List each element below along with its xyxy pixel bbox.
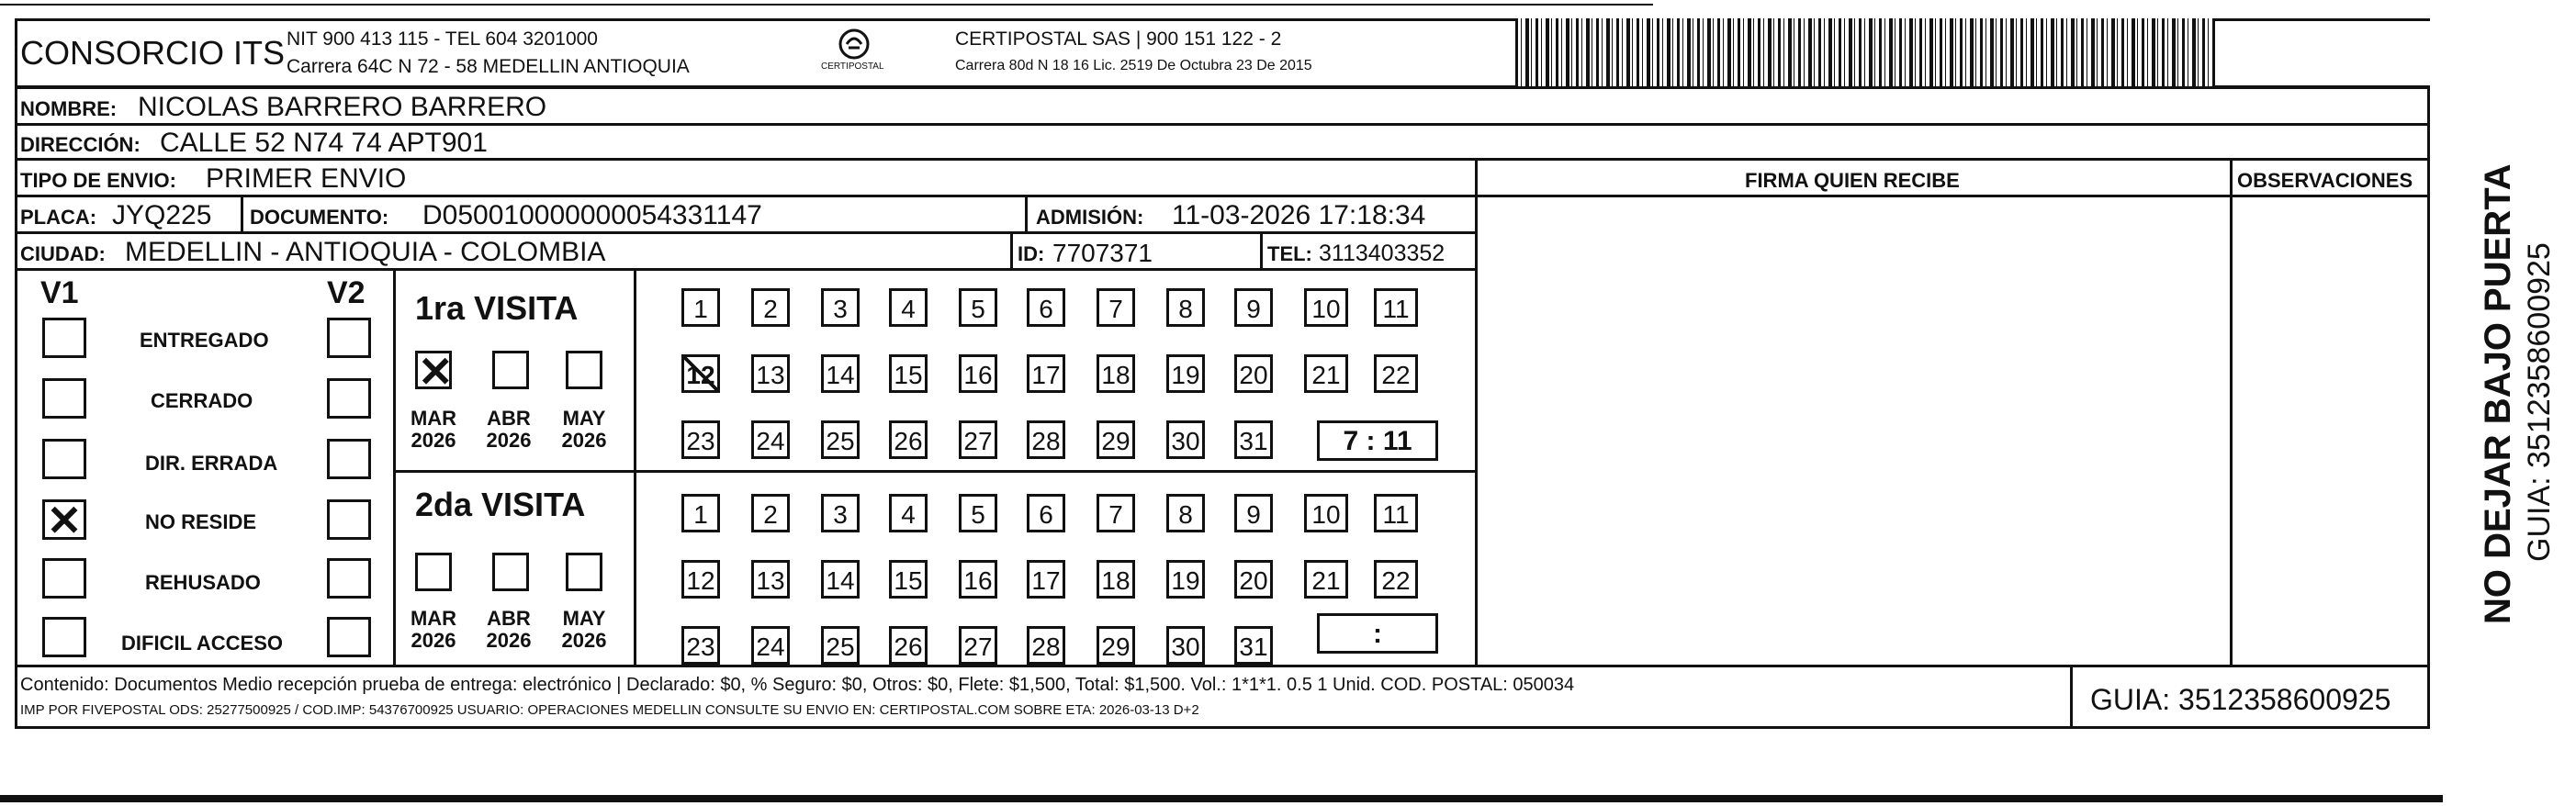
- visit1-month-abr-checkbox[interactable]: [492, 351, 529, 389]
- certipostal-logo: [817, 26, 891, 75]
- company-line-1: NIT 900 413 115 - TEL 604 3201000: [287, 28, 598, 50]
- visit2-day-box[interactable]: 16: [959, 560, 997, 599]
- v2-cerrado-checkbox[interactable]: [327, 378, 371, 419]
- option-dir-errada: DIR. ERRADA: [145, 452, 278, 475]
- tipo-label: TIPO DE ENVIO:: [20, 169, 176, 192]
- ciudad-label: CIUDAD:: [20, 242, 106, 265]
- option-no-reside: NO RESIDE: [145, 510, 257, 533]
- direccion-value: CALLE 52 N74 74 APT901: [160, 128, 488, 158]
- visit2-day-box[interactable]: 18: [1097, 560, 1135, 599]
- visit2-day-box[interactable]: 11: [1374, 494, 1418, 532]
- footer-line-1: Contenido: Documentos Medio recepción prueba de entrega: electrónico | Declarado: $0, % Seguro: $0, Otros: $0, Flete: $1,500, Total: $1,500. Vol.: 1*1*1. 0.5 1 Unid. COD. POSTAL: 050034: [20, 675, 1575, 695]
- row-line: [15, 158, 2430, 161]
- cell-divider: [241, 195, 243, 231]
- visit1-day-box[interactable]: 13: [751, 354, 790, 393]
- cell-divider: [1025, 195, 1028, 231]
- barcode: [1515, 18, 2215, 86]
- v2-dir-errada-checkbox[interactable]: [327, 439, 371, 479]
- side-warning: NO DEJAR BAJO PUERTA: [2478, 163, 2518, 624]
- visit2-month-mar: MAR 2026: [410, 607, 457, 653]
- v1-cerrado-checkbox[interactable]: [42, 378, 86, 419]
- company-line-2: Carrera 64C N 72 - 58 MEDELLIN ANTIOQUIA: [287, 56, 690, 77]
- visit1-day-box[interactable]: 9: [1234, 288, 1273, 327]
- visit1-day-box[interactable]: 16: [959, 354, 997, 393]
- visit2-title: 2da VISITA: [415, 486, 586, 523]
- visit2-day-box[interactable]: 24: [751, 626, 790, 665]
- visit1-day-box[interactable]: 2: [751, 288, 790, 327]
- visit2-day-box[interactable]: 20: [1234, 560, 1273, 599]
- visit1-month-abr: ABR 2026: [486, 407, 532, 453]
- visit1-day-box[interactable]: 28: [1027, 420, 1065, 459]
- v1-label: V1: [40, 275, 79, 310]
- option-cerrado: CERRADO: [151, 389, 253, 412]
- v1-rehusado-checkbox[interactable]: [42, 558, 86, 599]
- visit2-day-box[interactable]: 2: [751, 494, 790, 532]
- id-value: 7707371: [1052, 239, 1153, 267]
- option-dificil-acceso: DIFICIL ACCESO: [121, 632, 284, 655]
- visit1-title: 1ra VISITA: [415, 289, 579, 327]
- visit1-day-box[interactable]: 27: [959, 420, 997, 459]
- tel-label: TEL:: [1267, 242, 1312, 265]
- visit1-month-may-checkbox[interactable]: [566, 351, 602, 389]
- visit2-month-may-checkbox[interactable]: [566, 553, 602, 591]
- visit2-day-box[interactable]: 4: [889, 494, 928, 532]
- visit1-day-box[interactable]: 8: [1166, 288, 1205, 327]
- row-line: [15, 231, 1475, 234]
- visit2-day-box[interactable]: 28: [1027, 626, 1065, 665]
- visit2-day-box[interactable]: 22: [1374, 560, 1418, 599]
- visit2-day-box[interactable]: 23: [681, 626, 720, 665]
- visit2-month-abr: ABR 2026: [486, 607, 532, 653]
- row-line: [15, 195, 1475, 197]
- visit2-day-box[interactable]: 15: [889, 560, 928, 599]
- visit1-day-box[interactable]: 25: [821, 420, 860, 459]
- v1-entregado-checkbox[interactable]: [42, 318, 86, 358]
- visit1-day-box[interactable]: 10: [1304, 288, 1348, 327]
- visit1-month-may: MAY 2026: [561, 407, 607, 453]
- visit2-day-box[interactable]: 21: [1304, 560, 1348, 599]
- visit1-day-box[interactable]: 29: [1097, 420, 1135, 459]
- visit2-day-box[interactable]: 7: [1097, 494, 1135, 532]
- visit2-day-box[interactable]: 27: [959, 626, 997, 665]
- column-divider: [1475, 158, 1478, 665]
- cell-divider: [1260, 231, 1263, 268]
- visit1-day-box[interactable]: 24: [751, 420, 790, 459]
- visit2-day-box[interactable]: 3: [821, 494, 860, 532]
- column-divider: [2230, 158, 2233, 665]
- v2-entregado-checkbox[interactable]: [327, 318, 371, 358]
- carrier-line-2: Carrera 80d N 18 16 Lic. 2519 De Octubra 23 De 2015: [955, 58, 1312, 73]
- visit1-day-box[interactable]: 17: [1027, 354, 1065, 393]
- id-label: ID:: [1018, 242, 1045, 265]
- cell-divider: [1010, 231, 1013, 268]
- visit1-day-box[interactable]: 21: [1304, 354, 1348, 393]
- visit1-day-box[interactable]: 15: [889, 354, 928, 393]
- observaciones-header: OBSERVACIONES: [2237, 169, 2413, 192]
- v2-dificil-acceso-checkbox[interactable]: [327, 617, 371, 657]
- v2-rehusado-checkbox[interactable]: [327, 558, 371, 599]
- visit2-time-box[interactable]: :: [1317, 613, 1438, 654]
- top-rule: [0, 4, 1653, 6]
- visit2-day-box[interactable]: 25: [821, 626, 860, 665]
- logo-text: CERTIPOSTAL: [821, 62, 884, 72]
- tipo-value: PRIMER ENVIO: [206, 163, 407, 194]
- side-guia: GUIA: 3512358600925: [2522, 242, 2557, 562]
- v2-label: V2: [327, 275, 366, 310]
- visit1-day-box[interactable]: 30: [1166, 420, 1205, 459]
- visit2-month-may: MAY 2026: [561, 607, 607, 653]
- documento-label: DOCUMENTO:: [250, 206, 389, 229]
- visit2-day-box[interactable]: 5: [959, 494, 997, 532]
- documento-value: D050010000000054331147: [422, 200, 762, 230]
- visit1-day-box[interactable]: 22: [1374, 354, 1418, 393]
- nombre-value: NICOLAS BARRERO BARRERO: [138, 92, 547, 122]
- row-line: [15, 123, 2430, 126]
- visit1-day-box[interactable]: 4: [889, 288, 928, 327]
- visit-separator: [393, 470, 1475, 473]
- carrier-line-1: CERTIPOSTAL SAS | 900 151 122 - 2: [955, 28, 1282, 50]
- visit2-day-box[interactable]: 6: [1027, 494, 1065, 532]
- placa-label: PLACA:: [20, 206, 97, 229]
- visit1-day-box[interactable]: 23: [681, 420, 720, 459]
- visit2-month-abr-checkbox[interactable]: [492, 553, 529, 591]
- visit2-day-box[interactable]: 10: [1304, 494, 1348, 532]
- row-line: [15, 268, 1475, 271]
- admision-value: 11-03-2026 17:18:34: [1172, 200, 1426, 230]
- v1-dir-errada-checkbox[interactable]: [42, 439, 86, 479]
- v1-no-reside-checkbox[interactable]: ✕: [42, 499, 86, 540]
- visit2-day-box[interactable]: 31: [1234, 626, 1273, 665]
- direccion-label: DIRECCIÓN:: [20, 133, 141, 156]
- visit1-day-box[interactable]: 6: [1027, 288, 1065, 327]
- firma-header: FIRMA QUIEN RECIBE: [1745, 169, 1960, 192]
- v2-no-reside-checkbox[interactable]: [327, 499, 371, 540]
- visit1-day-box[interactable]: 19: [1166, 354, 1205, 393]
- company-name: CONSORCIO ITS: [20, 34, 286, 72]
- visit1-day-box[interactable]: 20: [1234, 354, 1273, 393]
- visit1-day-box[interactable]: 31: [1234, 420, 1273, 459]
- option-entregado: ENTREGADO: [140, 329, 269, 352]
- visit1-month-mar-checkbox[interactable]: ✕: [415, 351, 452, 389]
- visit1-day-box[interactable]: 11: [1374, 288, 1418, 327]
- visit2-day-box[interactable]: 17: [1027, 560, 1065, 599]
- row-line: [15, 665, 2430, 667]
- visit1-time-box[interactable]: 7 : 11: [1317, 420, 1438, 461]
- visit2-day-box[interactable]: 13: [751, 560, 790, 599]
- visit1-month-mar: MAR 2026: [410, 407, 457, 453]
- option-rehusado: REHUSADO: [145, 571, 261, 594]
- visit2-month-mar-checkbox[interactable]: [415, 553, 452, 591]
- visit2-day-box[interactable]: 12: [681, 560, 720, 599]
- visit2-day-box[interactable]: 8: [1166, 494, 1205, 532]
- visit1-day-box[interactable]: 1: [681, 288, 720, 327]
- visit2-day-box[interactable]: 9: [1234, 494, 1273, 532]
- visit2-day-box[interactable]: 29: [1097, 626, 1135, 665]
- visit-divider: [634, 268, 636, 665]
- v1-dificil-acceso-checkbox[interactable]: [42, 617, 86, 657]
- visit1-day-box[interactable]: 18: [1097, 354, 1135, 393]
- bottom-rule: [0, 795, 2443, 802]
- visit1-day-box[interactable]: 5: [959, 288, 997, 327]
- visit2-day-box[interactable]: 14: [821, 560, 860, 599]
- nombre-label: NOMBRE:: [20, 97, 118, 120]
- visit2-day-box[interactable]: 30: [1166, 626, 1205, 665]
- visit1-day-box[interactable]: 14: [821, 354, 860, 393]
- column-header-line: [1475, 195, 2430, 197]
- ciudad-value: MEDELLIN - ANTIOQUIA - COLOMBIA: [125, 237, 606, 267]
- tel-value: 3113403352: [1319, 241, 1445, 266]
- visit2-day-box[interactable]: 1: [681, 494, 720, 532]
- admision-label: ADMISIÓN:: [1036, 206, 1144, 229]
- status-divider: [393, 268, 396, 665]
- visit2-day-box[interactable]: 19: [1166, 560, 1205, 599]
- placa-value: JYQ225: [112, 200, 212, 230]
- visit1-day-box[interactable]: 26: [889, 420, 928, 459]
- visit2-day-box[interactable]: 26: [889, 626, 928, 665]
- footer-divider: [2070, 665, 2073, 729]
- visit1-day-box[interactable]: 12: [681, 354, 720, 393]
- visit1-day-box[interactable]: 7: [1097, 288, 1135, 327]
- footer-guia: GUIA: 3512358600925: [2090, 683, 2391, 716]
- visit1-day-box[interactable]: 3: [821, 288, 860, 327]
- footer-line-2: IMP POR FIVEPOSTAL ODS: 25277500925 / COD.IMP: 54376700925 USUARIO: OPERACIONES MEDELLIN CONSULTE SU ENVIO EN: CERTIPOSTAL.COM SOBRE ETA: 2026-03-13 D+2: [20, 702, 1199, 718]
